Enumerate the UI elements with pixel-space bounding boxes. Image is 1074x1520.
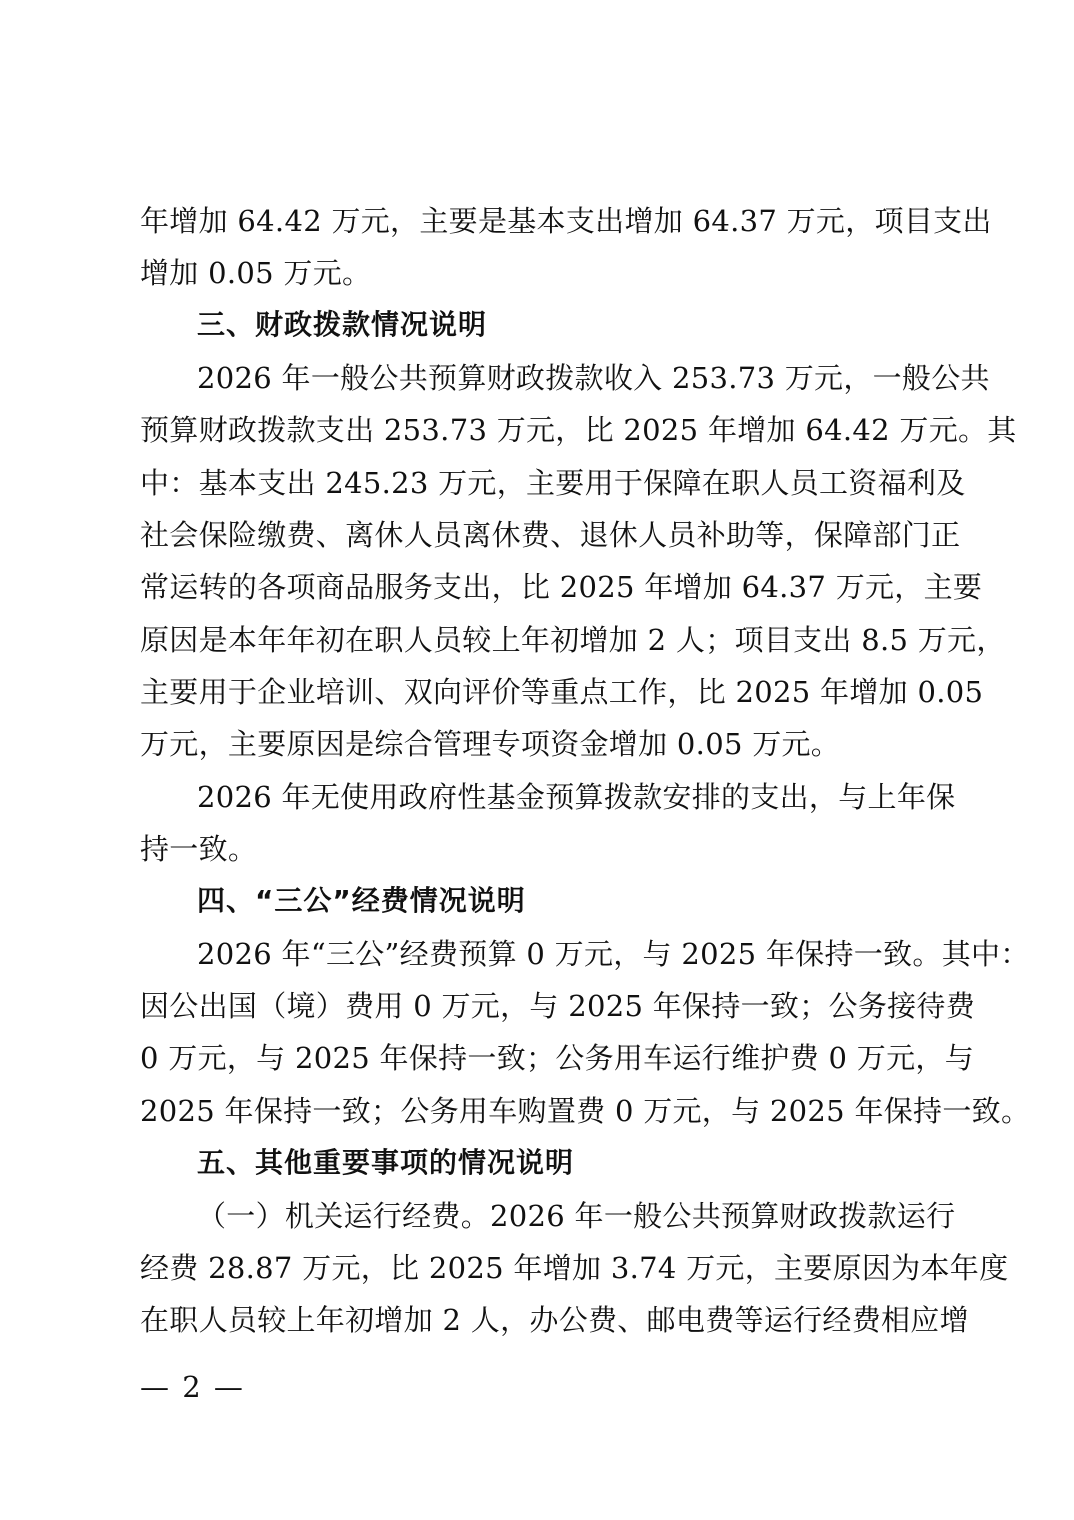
body-text-line: 因公出国（境）费用 0 万元，与 2025 年保持一致；公务接待费 <box>140 989 976 1023</box>
body-text-line: 主要用于企业培训、双向评价等重点工作，比 2025 年增加 0.05 <box>140 675 984 709</box>
body-text-line: （一）机关运行经费。2026 年一般公共预算财政拨款运行 <box>197 1199 956 1233</box>
body-text-line: 持一致。 <box>140 832 258 866</box>
body-text-line: 2026 年一般公共预算财政拨款收入 253.73 万元，一般公共 <box>197 361 990 395</box>
body-text-line: 预算财政拨款支出 253.73 万元，比 2025 年增加 64.42 万元。其 <box>140 413 1017 447</box>
body-text-line: 社会保险缴费、离休人员离休费、退休人员补助等，保障部门正 <box>140 518 961 552</box>
page-number: — 2 — <box>140 1370 245 1404</box>
section-heading-3: 三、财政拨款情况说明 <box>197 308 488 341</box>
body-text-line: 万元，主要原因是综合管理专项资金增加 0.05 万元。 <box>140 727 841 761</box>
body-text-line: 中：基本支出 245.23 万元，主要用于保障在职人员工资福利及 <box>140 466 966 500</box>
body-text-line: 2025 年保持一致；公务用车购置费 0 万元，与 2025 年保持一致。 <box>140 1094 1031 1128</box>
body-text-line: 0 万元，与 2025 年保持一致；公务用车运行维护费 0 万元，与 <box>140 1041 974 1075</box>
section-heading-5: 五、其他重要事项的情况说明 <box>197 1146 575 1179</box>
body-text-line: 原因是本年年初在职人员较上年初增加 2 人；项目支出 8.5 万元， <box>140 623 1006 657</box>
body-text-line: 增加 0.05 万元。 <box>140 256 372 290</box>
body-text-line: 经费 28.87 万元，比 2025 年增加 3.74 万元，主要原因为本年度 <box>140 1251 1009 1285</box>
body-text-line: 在职人员较上年初增加 2 人，办公费、邮电费等运行经费相应增 <box>140 1303 969 1337</box>
body-text-line: 2026 年“三公”经费预算 0 万元，与 2025 年保持一致。其中： <box>197 937 1030 971</box>
body-text-line: 年增加 64.42 万元，主要是基本支出增加 64.37 万元，项目支出 <box>140 204 992 238</box>
section-heading-4: 四、“三公”经费情况说明 <box>197 884 526 917</box>
body-text-line: 2026 年无使用政府性基金预算拨款安排的支出，与上年保 <box>197 780 956 814</box>
body-text-line: 常运转的各项商品服务支出，比 2025 年增加 64.37 万元，主要 <box>140 570 983 604</box>
